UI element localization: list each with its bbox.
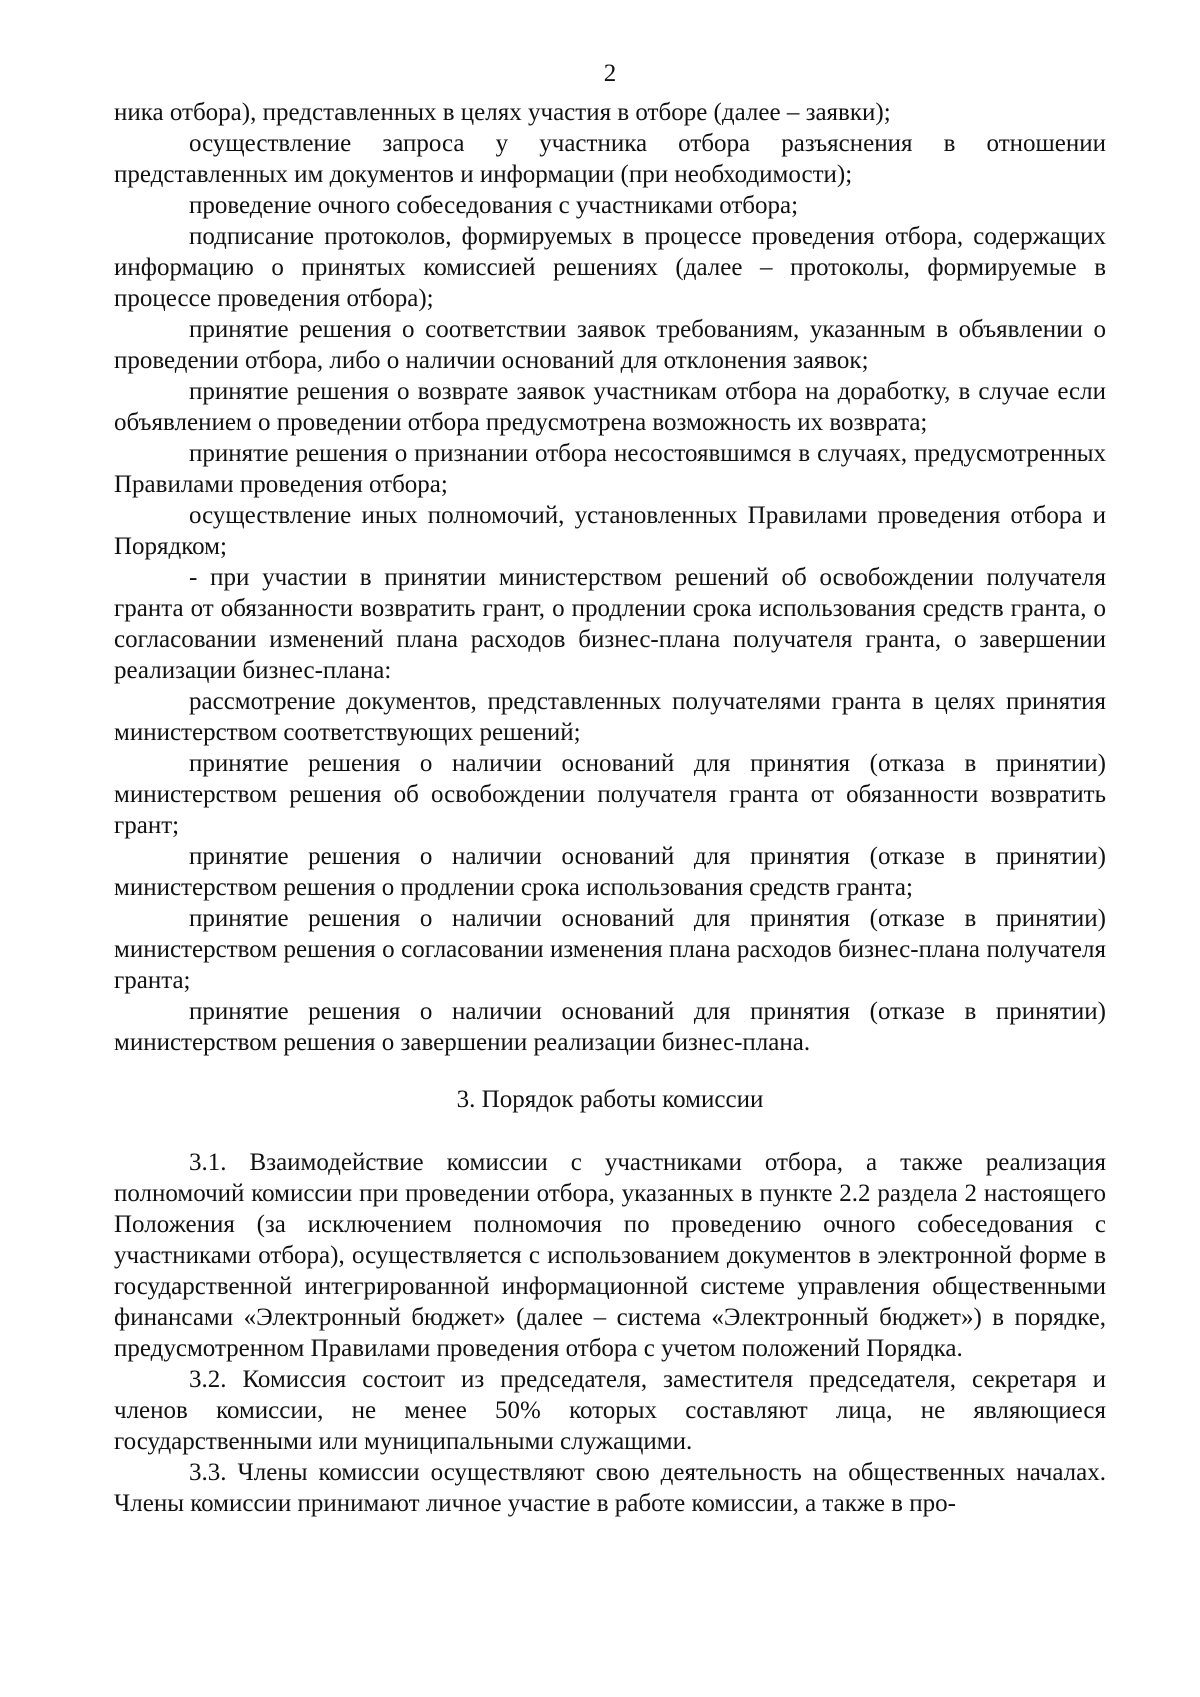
paragraph: осуществление иных полномочий, установленных Правилами проведения отбора и Порядком; <box>114 502 1106 560</box>
paragraph: 3.1. Взаимодействие комиссии с участниками отбора, а также реализация полномочий комиссии при проведении отбора, указанных в пункте 2.2 раздела 2 настоящего Положения (за исключением полномочия по проведению очного собеседования с участниками отбора), осуществляется с использованием документов в электронной форме в государственной интегрированной информационной системе управления общественными финансами «Электронный бюджет» (далее – система «Электронный бюджет») в порядке, предусмотренном Правилами проведения отбора с учетом положений Порядка. <box>114 1149 1106 1362</box>
paragraphs-after <box>114 1147 1106 1519</box>
section-heading: 3. Порядок работы комиссии <box>456 1086 764 1113</box>
paragraph: принятие решения о соответствии заявок требованиям, указанным в объявлении о проведении отбора, либо о наличии оснований для отклонения заявок; <box>114 316 1106 374</box>
paragraph: принятие решения о признании отбора несостоявшимся в случаях, предусмотренных Правилами проведения отбора; <box>114 440 1106 498</box>
paragraph: принятие решения о наличии оснований для принятия (отказе в принятии) министерством решения о согласовании изменения плана расходов бизнес-плана получателя гранта; <box>114 905 1106 994</box>
paragraph: ника отбора), представленных в целях участия в отборе (далее – заявки); <box>114 99 891 126</box>
paragraph: 3.3. Члены комиссии осуществляют свою деятельность на общественных началах. Члены комиссии принимают личное участие в работе комиссии, а также в про- <box>114 1459 1106 1517</box>
paragraph: проведение очного собеседования с участниками отбора; <box>189 192 799 219</box>
paragraph: принятие решения о наличии оснований для принятия (отказе в принятии) министерством решения о завершении реализации бизнес-плана. <box>114 998 1106 1056</box>
paragraph: принятие решения о наличии оснований для принятия (отказе в принятии) министерством решения о продлении срока использования средств гранта; <box>114 843 1106 901</box>
paragraph: принятие решения о наличии оснований для принятия (отказа в принятии) министерством решения об освобождении получателя гранта от обязанности возвратить грант; <box>114 750 1106 839</box>
paragraphs-before <box>114 97 1106 1058</box>
paragraph: подписание протоколов, формируемых в процессе проведения отбора, содержащих информацию о принятых комиссией решениях (далее – протоколы, формируемые в процессе проведения отбора); <box>114 223 1106 312</box>
paragraph: 3.2. Комиссия состоит из председателя, заместителя председателя, секретаря и членов комиссии, не менее 50% которых составляют лица, не являющиеся государственными или муниципальными служащими. <box>114 1366 1106 1455</box>
paragraph: рассмотрение документов, представленных получателями гранта в целях принятия министерством соответствующих решений; <box>114 688 1106 746</box>
page-number: 2 <box>603 60 617 87</box>
document-page <box>114 58 1106 1519</box>
paragraph: - при участии в принятии министерством решений об освобождении получателя гранта от обязанности возвратить грант, о продлении срока использования средств гранта, о согласовании изменений плана расходов бизнес-плана получателя гранта, о завершении реализации бизнес-плана: <box>114 564 1106 684</box>
paragraph: принятие решения о возврате заявок участникам отбора на доработку, в случае если объявлением о проведении отбора предусмотрена возможность их возврата; <box>114 378 1106 436</box>
paragraph: осуществление запроса у участника отбора разъяснения в отношении представленных им документов и информации (при необходимости); <box>114 130 1106 188</box>
